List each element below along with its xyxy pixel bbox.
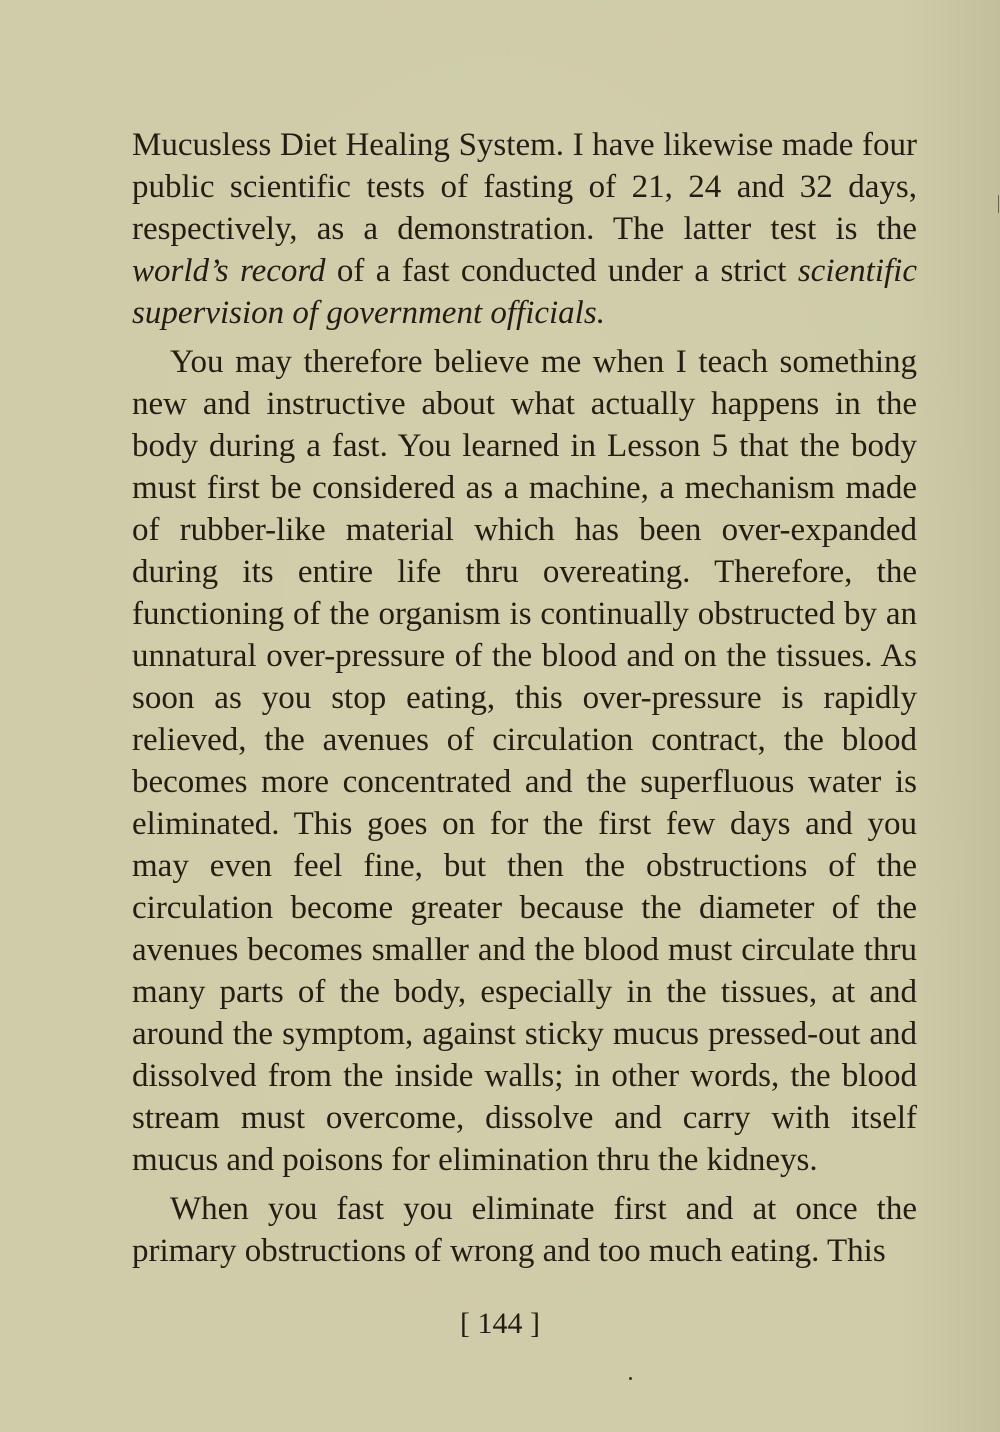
body-text (132, 124, 917, 1279)
paragraph-1 (132, 124, 917, 334)
paragraph-1-text-2: of a fast conducted under a strict (325, 253, 798, 289)
page-number: [ 144 ] (460, 1307, 540, 1340)
ink-speck (629, 1377, 632, 1380)
paragraph-2 (132, 341, 917, 1181)
paragraph-2-text: You may therefore believe me when I teach something new and instructive about what actually happens in the body during a fast. You learned in Lesson 5 that the body must first be considered as a machine, a mechanism made of rubber-like material which has been over-expanded during its entire life thru overeating. Therefore, the functioning of the organism is continually obstructed by an unnatural over-pressure of the blood and on the tissues. As soon as you stop eating, this over-pressure is rapidly relieved, the avenues of circulation contract, the blood becomes more concentrated and the superfluous water is eliminated. This goes on for the first few days and you may even feel fine, but then the obstructions of the circulation become greater because the diameter of the avenues becomes smaller and the blood must circulate thru many parts of the body, especially in the tissues, at and around the symptom, against sticky mucus pressed-out and dissolved from the inside walls; in other words, the blood stream must overcome, dissolve and carry with itself mucus and poisons for elimination thru the kidneys. (132, 344, 917, 1178)
paragraph-1-text-1: Mucusless Diet Healing System. I have likewise made four public scientific tests of fasting of 21, 24 and 32 days, respectively, as a demonstration. The latter test is the (132, 127, 917, 247)
page-edge-mark (998, 195, 999, 213)
paragraph-3 (132, 1188, 917, 1272)
paragraph-1-italic-supervision: scientific supervision of government officials. (132, 253, 917, 331)
paragraph-3-text: When you fast you eliminate first and at once the primary obstructions of wrong and too much eating. This (132, 1191, 917, 1269)
paragraph-1-italic-worlds-record: world’s record (132, 253, 326, 289)
